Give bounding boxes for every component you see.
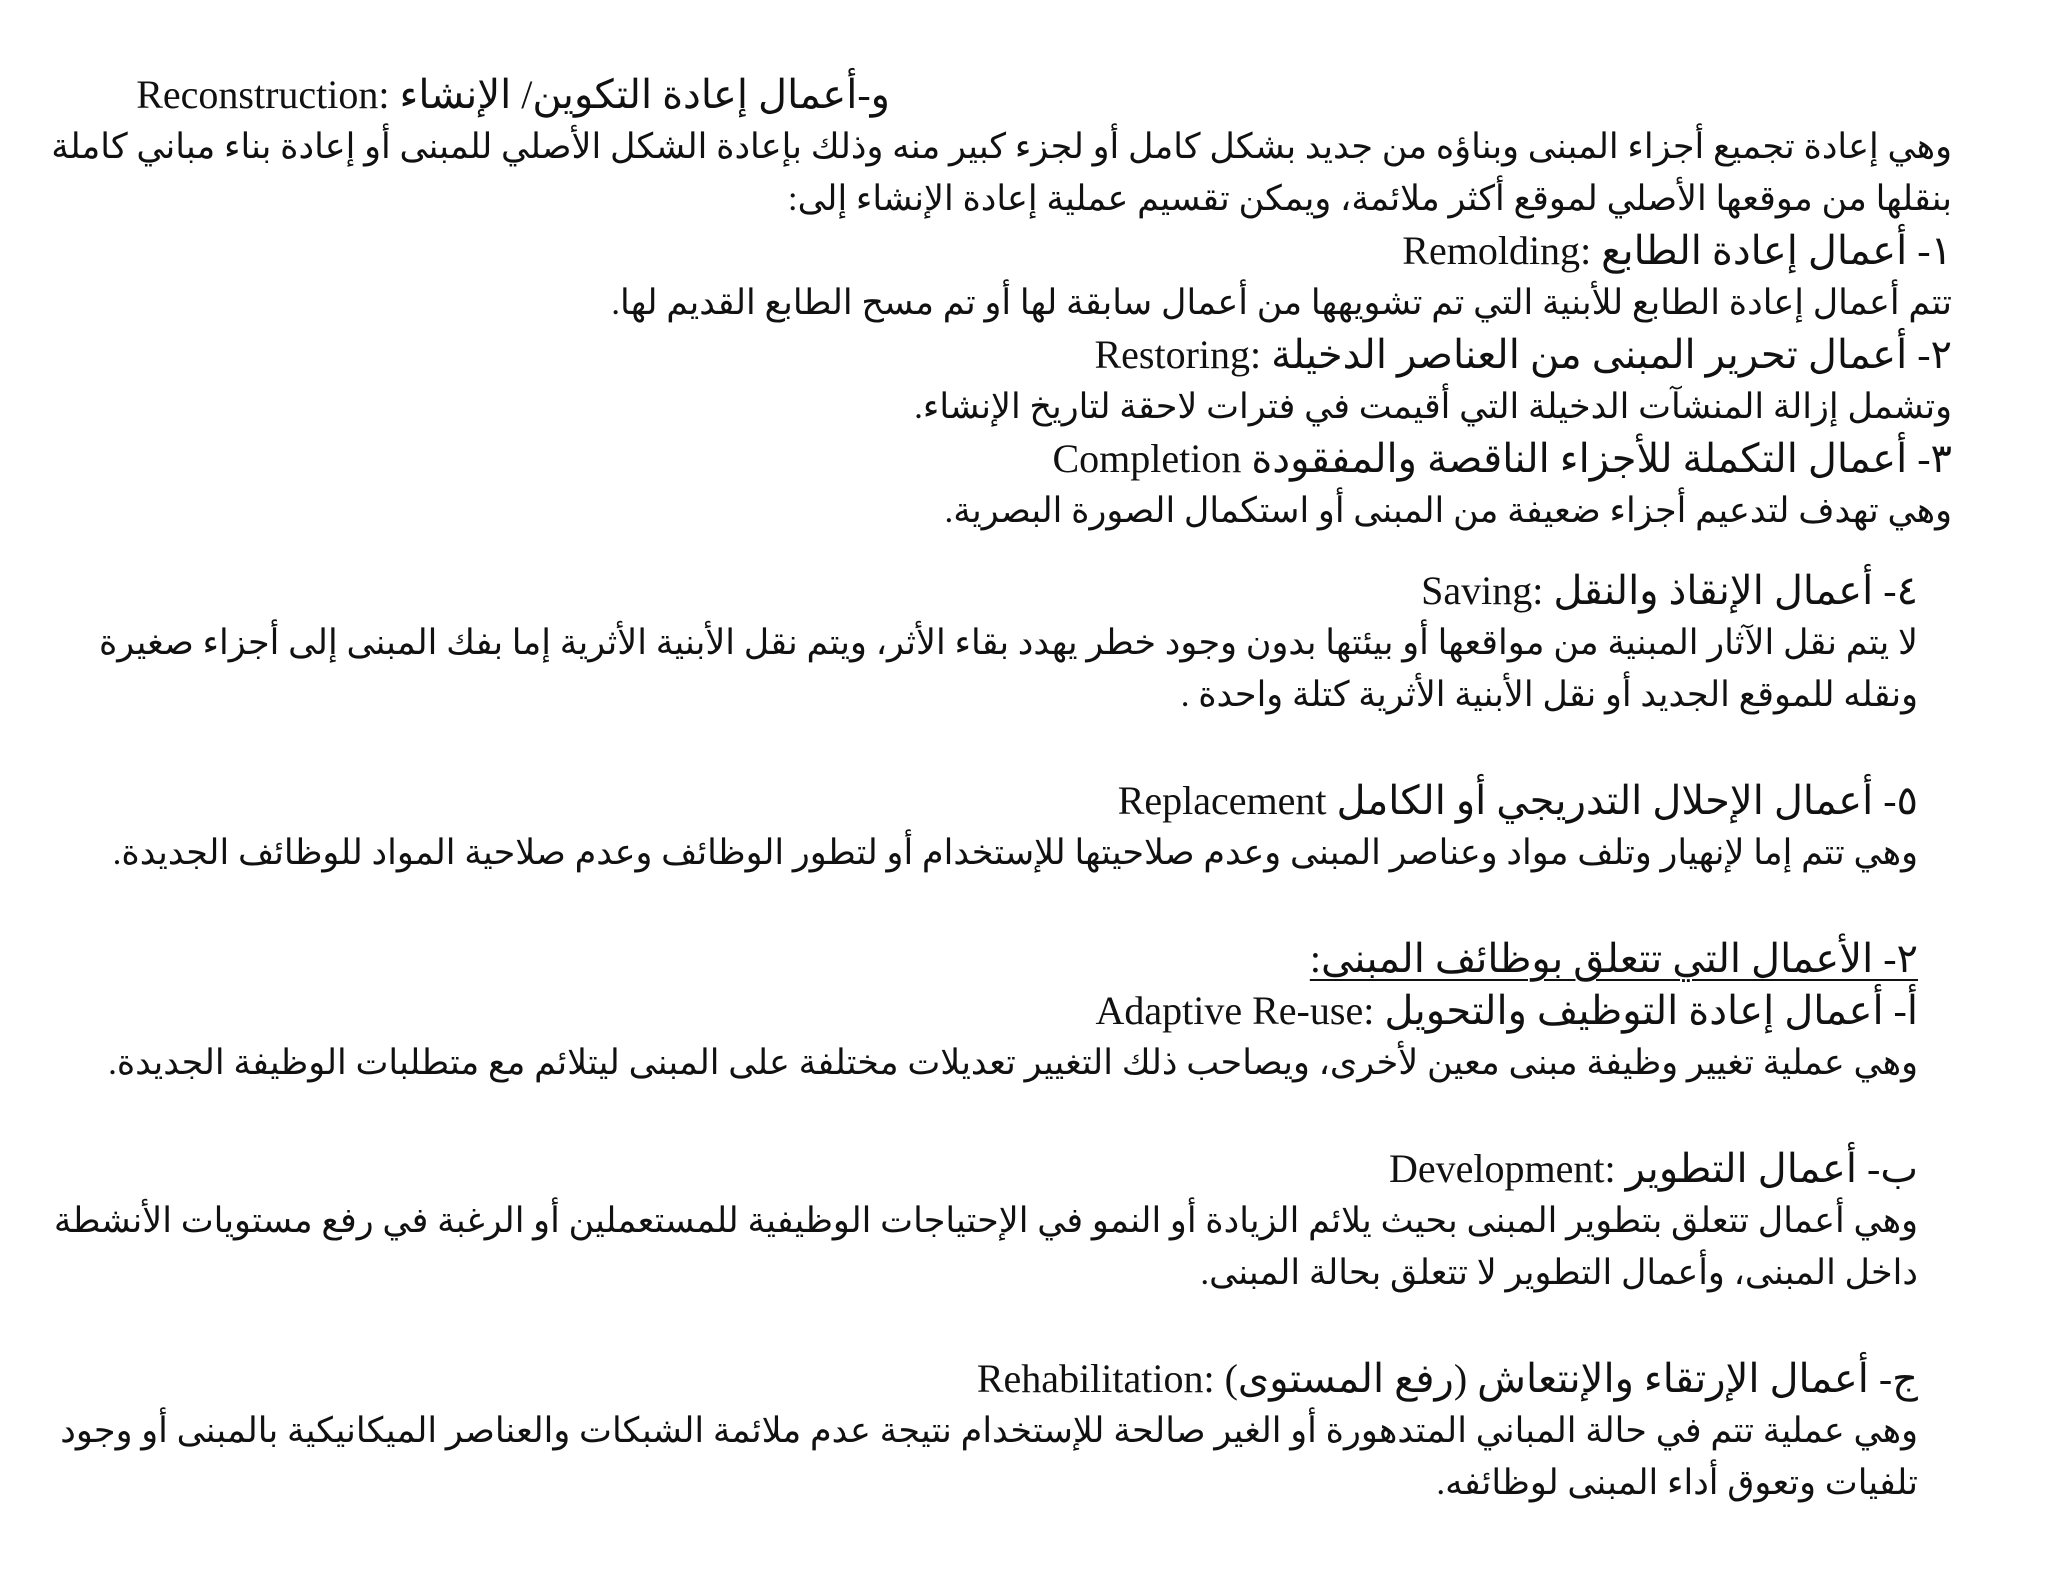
- heading-saving: ٤- أعمال الإنقاذ والنقل :Saving: [1421, 568, 1918, 613]
- paragraph-line: ونقله للموقع الجديد أو نقل الأبنية الأثرية كتلة واحدة .: [1180, 675, 1918, 714]
- heading-rehabilitation: ج- أعمال الإرتقاء والإنتعاش (رفع المستوى) :Rehabilitation: [976, 1356, 1918, 1401]
- paragraph-line: تلفيات وتعوق أداء المبنى لوظائفه.: [1436, 1463, 1918, 1502]
- heading-adaptive-reuse: أ- أعمال إعادة التوظيف والتحويل :Adaptive Re-use: [1095, 988, 1918, 1033]
- paragraph-line: لا يتم نقل الآثار المبنية من مواقعها أو بيئتها بدون وجود خطر يهدد بقاء الأثر، ويتم نقل الأبنية الأثرية إما بفك المبنى إلى أجزاء صغيرة: [98, 623, 1918, 662]
- paragraph-line: وهي تهدف لتدعيم أجزاء ضعيفة من المبنى أو استكمال الصورة البصرية.: [944, 491, 1952, 530]
- paragraph-line: بنقلها من موقعها الأصلي لموقع أكثر ملائمة، ويمكن تقسيم عملية إعادة الإنشاء إلى:: [787, 179, 1952, 218]
- heading-remolding: ١- أعمال إعادة الطابع :Remolding: [1402, 228, 1952, 273]
- heading-reconstruction: و-أعمال إعادة التكوين/ الإنشاء :Reconstruction: [136, 72, 890, 117]
- paragraph-line: داخل المبنى، وأعمال التطوير لا تتعلق بحالة المبنى.: [1200, 1253, 1918, 1292]
- heading-replacement: ٥- أعمال الإحلال التدريجي أو الكامل Replacement: [1117, 778, 1918, 823]
- heading-development: ب- أعمال التطوير :Development: [1389, 1146, 1918, 1191]
- paragraph-line: وهي تتم إما لإنهيار وتلف مواد وعناصر المبنى وعدم صلاحيتها للإستخدام أو لتطور الوظائف وعدم صلاحية المواد للوظائف الجديدة.: [112, 833, 1918, 872]
- paragraph-line: تتم أعمال إعادة الطابع للأبنية التي تم تشويهها من أعمال سابقة لها أو تم مسح الطابع القديم لها.: [611, 283, 1952, 322]
- heading-completion: ٣- أعمال التكملة للأجزاء الناقصة والمفقودة Completion: [1052, 436, 1952, 481]
- heading-restoring: ٢- أعمال تحرير المبنى من العناصر الدخيلة :Restoring: [1094, 332, 1952, 377]
- paragraph-line: وهي عملية تتم في حالة المباني المتدهورة أو الغير صالحة للإستخدام نتيجة عدم ملائمة الشبكات والعناصر الميكانيكية بالمبنى أو وجود: [60, 1411, 1918, 1450]
- paragraph-line: وهي عملية تغيير وظيفة مبنى معين لأخرى، ويصاحب ذلك التغيير تعديلات مختلفة على المبنى ليتلائم مع متطلبات الوظيفة الجديدة.: [108, 1043, 1918, 1082]
- paragraph-line: وتشمل إزالة المنشآت الدخيلة التي أقيمت في فترات لاحقة لتاريخ الإنشاء.: [914, 387, 1952, 426]
- paragraph-line: وهي أعمال تتعلق بتطوير المبنى بحيث يلائم الزيادة أو النمو في الإحتياجات الوظيفية للمستعملين أو الرغبة في رفع مستويات الأنشطة: [53, 1201, 1918, 1240]
- paragraph-line: وهي إعادة تجميع أجزاء المبنى وبناؤه من جديد بشكل كامل أو لجزء كبير منه وذلك بإعادة الشكل الأصلي للمبنى أو إعادة بناء مباني كاملة: [51, 127, 1952, 166]
- section-heading-building-functions: ٢- الأعمال التي تتعلق بوظائف المبنى:: [1309, 936, 1918, 981]
